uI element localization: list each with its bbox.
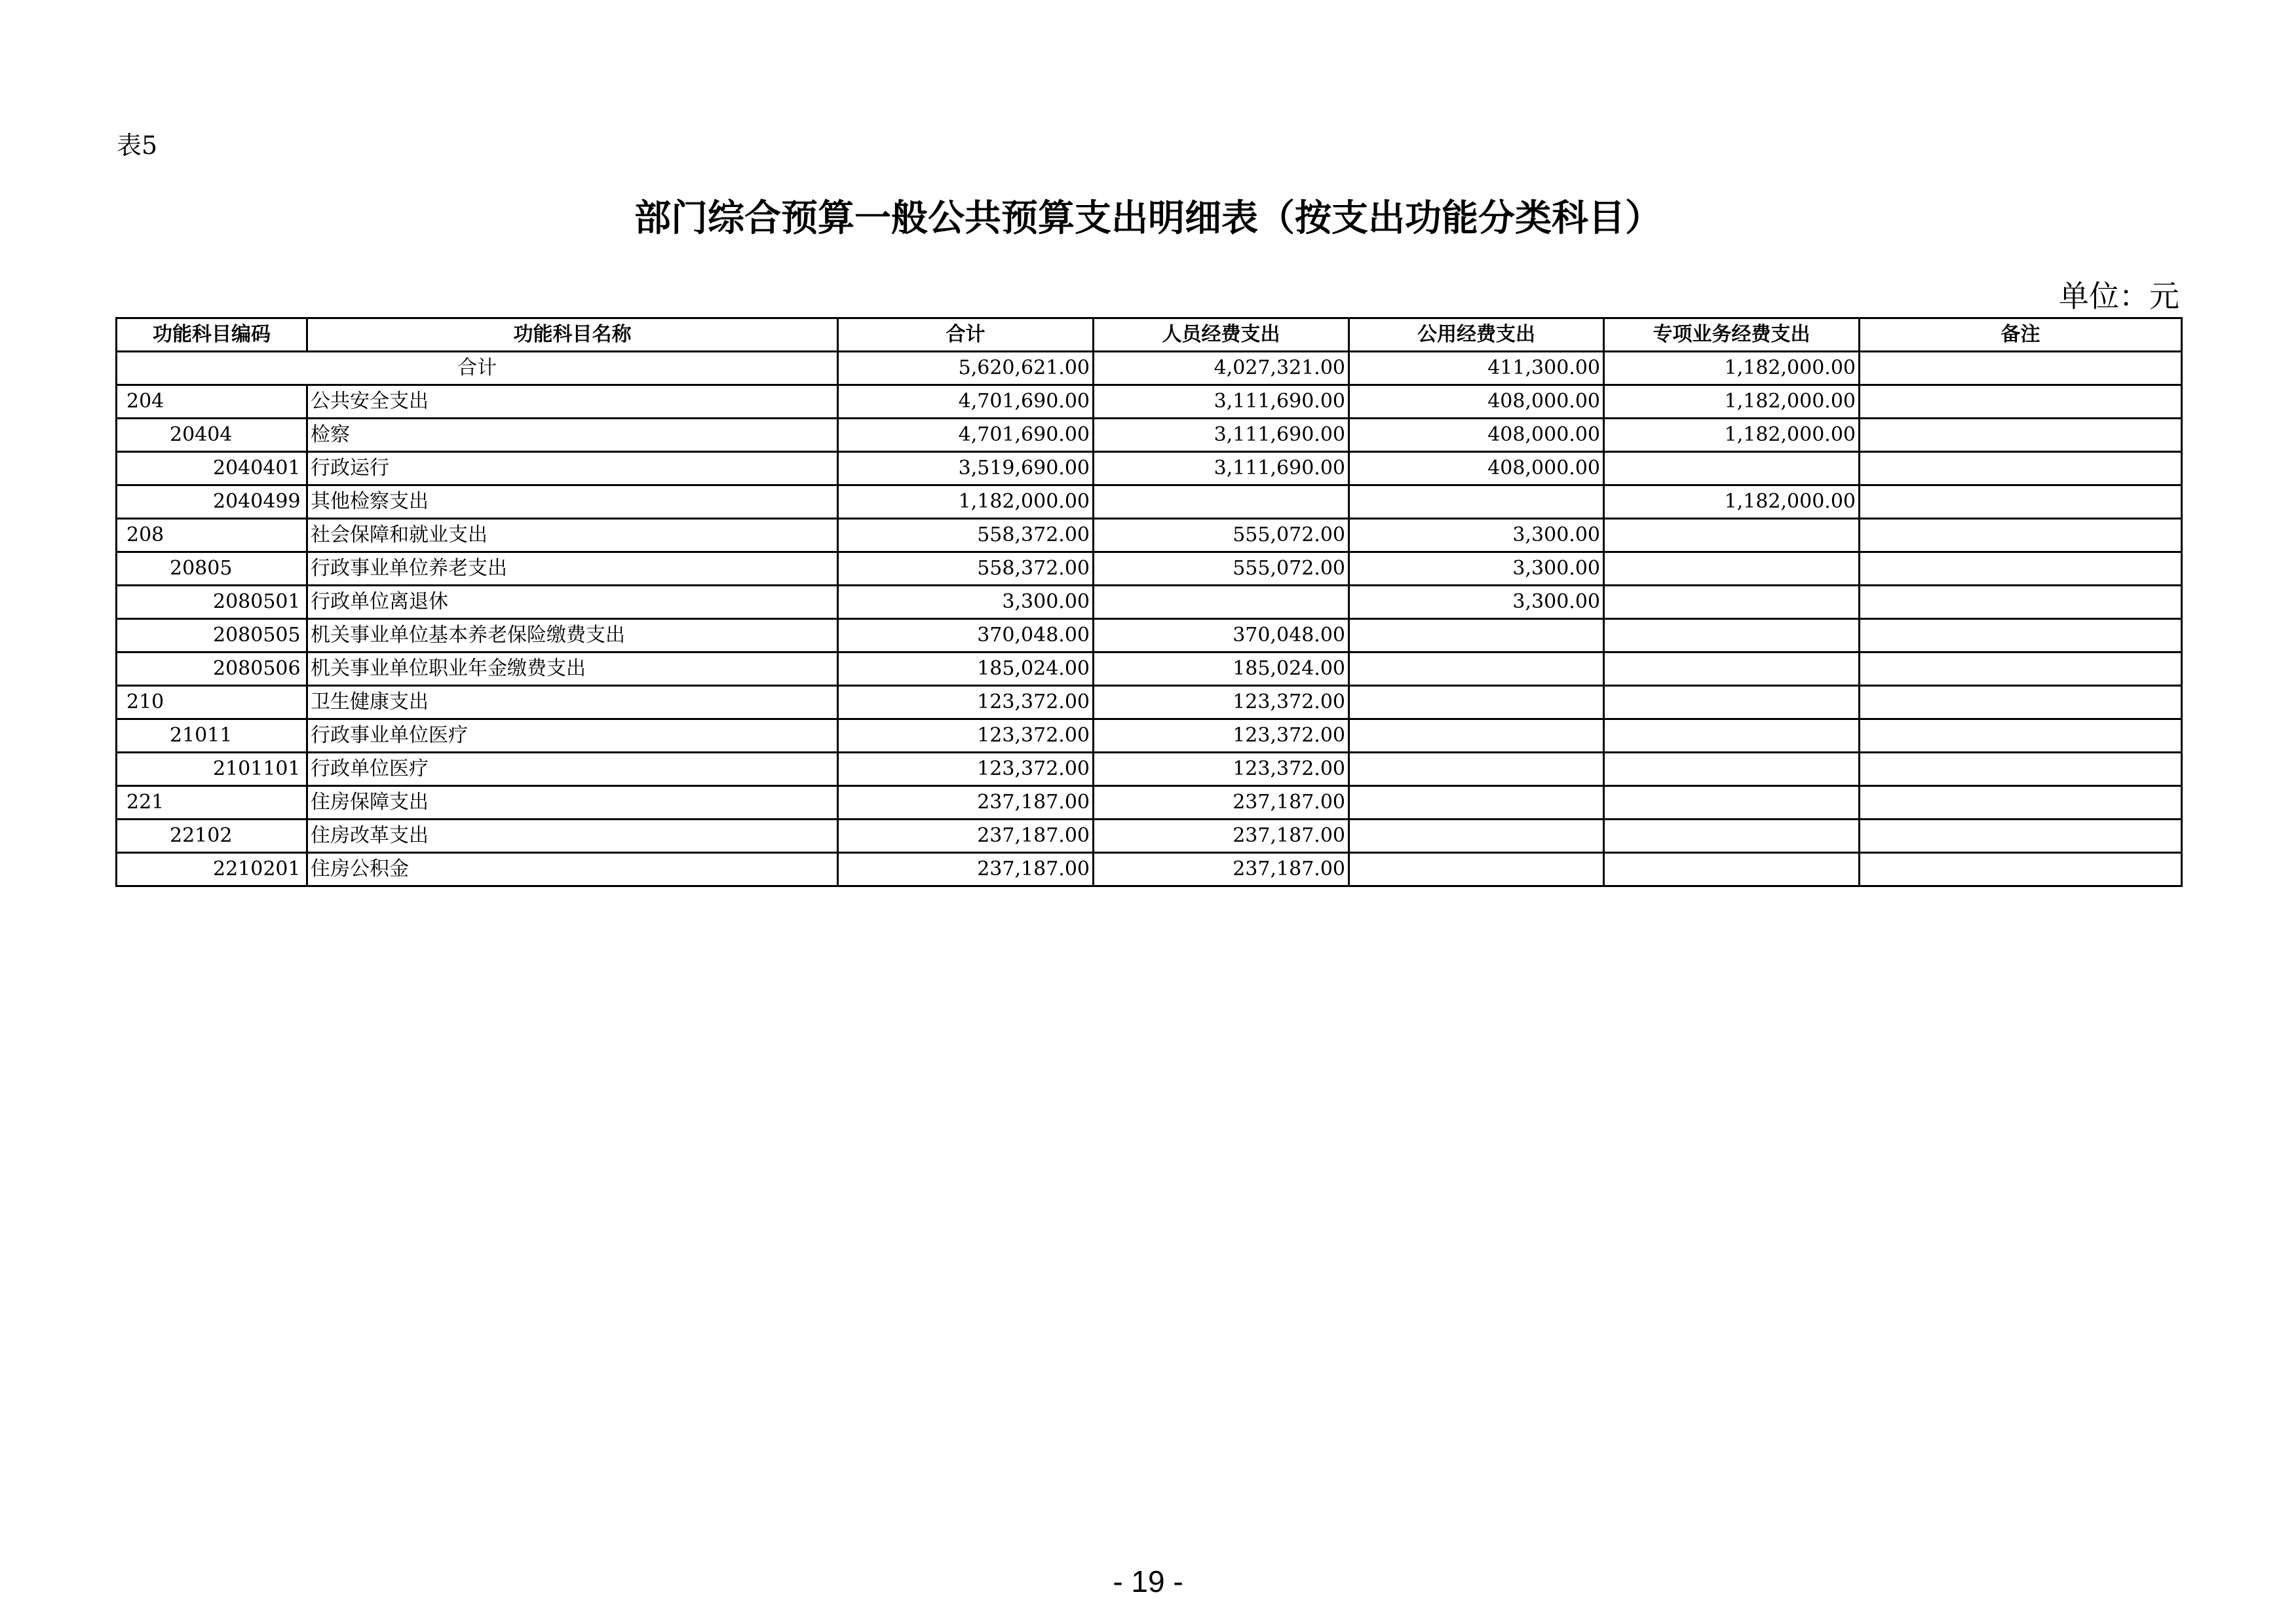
cell-personnel: 123,372.00	[1094, 686, 1349, 719]
table-row	[117, 485, 2182, 519]
cell-total: 123,372.00	[838, 719, 1094, 753]
header-name: 功能科目名称	[307, 318, 838, 352]
cell-personnel: 237,187.00	[1094, 820, 1349, 853]
cell-personnel: 123,372.00	[1094, 719, 1349, 753]
table-row	[117, 419, 2182, 452]
table-row	[117, 786, 2182, 820]
cell-project	[1604, 686, 1860, 719]
table-row	[117, 753, 2182, 786]
cell-total: 237,187.00	[838, 853, 1094, 886]
cell-remark	[1860, 820, 2182, 853]
header-personnel: 人员经费支出	[1094, 318, 1349, 352]
cell-total: 4,701,690.00	[838, 419, 1094, 452]
table-number: 表5	[117, 131, 158, 160]
cell-total: 3,300.00	[838, 586, 1094, 619]
cell-public: 408,000.00	[1349, 452, 1604, 485]
cell-public	[1349, 719, 1604, 753]
cell-total: 123,372.00	[838, 753, 1094, 786]
cell-total: 4,701,690.00	[838, 385, 1094, 419]
total-row-label: 合计	[117, 352, 838, 385]
table-row	[117, 452, 2182, 485]
cell-total: 370,048.00	[838, 619, 1094, 652]
cell-public	[1349, 686, 1604, 719]
total-row	[117, 352, 2182, 385]
cell-total: 1,182,000.00	[838, 485, 1094, 519]
unit-label: 单位：元	[2059, 278, 2179, 314]
cell-project	[1604, 853, 1860, 886]
cell-code: 210	[117, 686, 307, 719]
cell-name: 公共安全支出	[307, 385, 838, 419]
table-row	[117, 686, 2182, 719]
cell-personnel: 237,187.00	[1094, 786, 1349, 820]
cell-total: 3,519,690.00	[838, 452, 1094, 485]
cell-name: 住房公积金	[307, 853, 838, 886]
cell-personnel: 555,072.00	[1094, 552, 1349, 586]
cell-project	[1604, 619, 1860, 652]
table-row	[117, 820, 2182, 853]
cell-project	[1604, 753, 1860, 786]
cell-personnel: 237,187.00	[1094, 853, 1349, 886]
cell-project	[1604, 552, 1860, 586]
cell-remark	[1860, 519, 2182, 552]
cell-remark	[1860, 719, 2182, 753]
cell-project	[1604, 652, 1860, 686]
cell-personnel: 555,072.00	[1094, 519, 1349, 552]
cell-public: 3,300.00	[1349, 586, 1604, 619]
page-title: 部门综合预算一般公共预算支出明细表（按支出功能分类科目）	[634, 197, 1662, 240]
cell-name: 机关事业单位基本养老保险缴费支出	[307, 619, 838, 652]
cell-personnel: 3,111,690.00	[1094, 419, 1349, 452]
cell-personnel: 3,111,690.00	[1094, 452, 1349, 485]
cell-public: 3,300.00	[1349, 519, 1604, 552]
cell-public	[1349, 853, 1604, 886]
table-row	[117, 385, 2182, 419]
cell-personnel	[1094, 586, 1349, 619]
cell-project	[1604, 786, 1860, 820]
cell-name: 卫生健康支出	[307, 686, 838, 719]
cell-remark	[1860, 586, 2182, 619]
cell-remark	[1860, 652, 2182, 686]
cell-name: 行政单位医疗	[307, 753, 838, 786]
cell-remark	[1860, 753, 2182, 786]
table-header-row	[117, 318, 2182, 352]
cell-remark	[1860, 385, 2182, 419]
table-row	[117, 853, 2182, 886]
table-row	[117, 719, 2182, 753]
budget-table	[115, 317, 2183, 887]
cell-code: 2080506	[117, 652, 307, 686]
cell-code: 20404	[117, 419, 307, 452]
cell-public	[1349, 619, 1604, 652]
cell-total: 558,372.00	[838, 519, 1094, 552]
total-row-project: 1,182,000.00	[1604, 352, 1860, 385]
cell-project	[1604, 452, 1860, 485]
cell-personnel: 370,048.00	[1094, 619, 1349, 652]
cell-project: 1,182,000.00	[1604, 419, 1860, 452]
cell-name: 行政单位离退休	[307, 586, 838, 619]
cell-public	[1349, 652, 1604, 686]
cell-public: 3,300.00	[1349, 552, 1604, 586]
total-row-total: 5,620,621.00	[838, 352, 1094, 385]
cell-project	[1604, 719, 1860, 753]
cell-code: 22102	[117, 820, 307, 853]
cell-remark	[1860, 686, 2182, 719]
cell-remark	[1860, 853, 2182, 886]
cell-code: 2210201	[117, 853, 307, 886]
cell-code: 2040401	[117, 452, 307, 485]
cell-total: 558,372.00	[838, 552, 1094, 586]
cell-project	[1604, 519, 1860, 552]
cell-total: 123,372.00	[838, 686, 1094, 719]
cell-name: 住房改革支出	[307, 820, 838, 853]
cell-code: 21011	[117, 719, 307, 753]
cell-personnel: 3,111,690.00	[1094, 385, 1349, 419]
cell-code: 2101101	[117, 753, 307, 786]
table-row	[117, 652, 2182, 686]
cell-project: 1,182,000.00	[1604, 385, 1860, 419]
page-number: - 19 -	[1113, 1564, 1183, 1598]
cell-project	[1604, 820, 1860, 853]
total-row-remark	[1860, 352, 2182, 385]
cell-code: 2080505	[117, 619, 307, 652]
cell-remark	[1860, 452, 2182, 485]
cell-total: 185,024.00	[838, 652, 1094, 686]
cell-project	[1604, 586, 1860, 619]
cell-code: 20805	[117, 552, 307, 586]
cell-public	[1349, 820, 1604, 853]
cell-remark	[1860, 786, 2182, 820]
header-total: 合计	[838, 318, 1094, 352]
header-public: 公用经费支出	[1349, 318, 1604, 352]
cell-code: 2040499	[117, 485, 307, 519]
total-row-personnel: 4,027,321.00	[1094, 352, 1349, 385]
table-row	[117, 519, 2182, 552]
table-row	[117, 552, 2182, 586]
cell-project: 1,182,000.00	[1604, 485, 1860, 519]
cell-total: 237,187.00	[838, 820, 1094, 853]
cell-remark	[1860, 485, 2182, 519]
cell-remark	[1860, 619, 2182, 652]
cell-remark	[1860, 419, 2182, 452]
header-remark: 备注	[1860, 318, 2182, 352]
cell-name: 住房保障支出	[307, 786, 838, 820]
cell-name: 行政事业单位医疗	[307, 719, 838, 753]
cell-name: 机关事业单位职业年金缴费支出	[307, 652, 838, 686]
cell-total: 237,187.00	[838, 786, 1094, 820]
cell-name: 社会保障和就业支出	[307, 519, 838, 552]
cell-code: 204	[117, 385, 307, 419]
cell-personnel	[1094, 485, 1349, 519]
header-project: 专项业务经费支出	[1604, 318, 1860, 352]
cell-name: 行政运行	[307, 452, 838, 485]
cell-public: 408,000.00	[1349, 419, 1604, 452]
total-row-public: 411,300.00	[1349, 352, 1604, 385]
table-row	[117, 586, 2182, 619]
cell-code: 2080501	[117, 586, 307, 619]
cell-name: 检察	[307, 419, 838, 452]
header-code: 功能科目编码	[117, 318, 307, 352]
cell-personnel: 123,372.00	[1094, 753, 1349, 786]
cell-remark	[1860, 552, 2182, 586]
cell-public	[1349, 753, 1604, 786]
cell-code: 221	[117, 786, 307, 820]
cell-name: 其他检察支出	[307, 485, 838, 519]
cell-name: 行政事业单位养老支出	[307, 552, 838, 586]
cell-public	[1349, 485, 1604, 519]
table-row	[117, 619, 2182, 652]
cell-public: 408,000.00	[1349, 385, 1604, 419]
cell-public	[1349, 786, 1604, 820]
cell-personnel: 185,024.00	[1094, 652, 1349, 686]
cell-code: 208	[117, 519, 307, 552]
